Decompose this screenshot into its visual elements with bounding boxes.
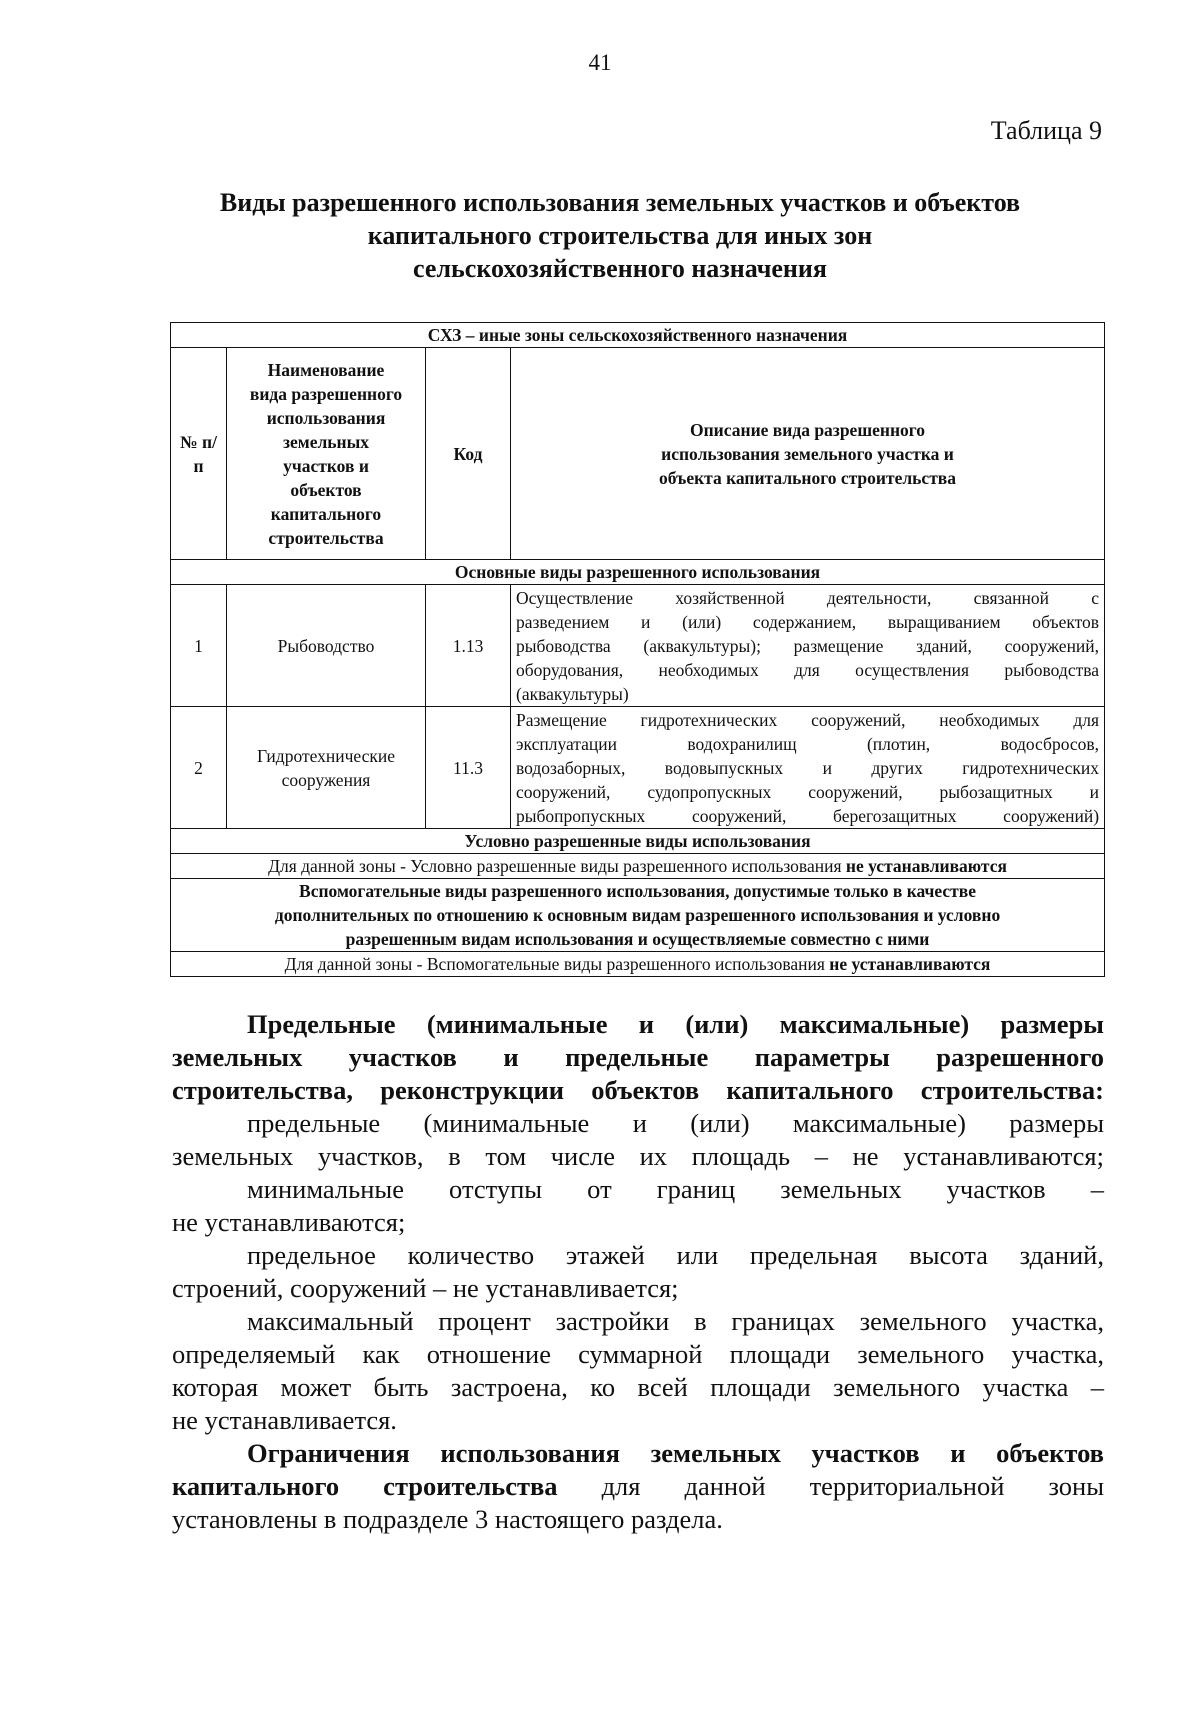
paragraph-building-percent: максимальный процент застройки в границах земельного участка, определяемый как отношение суммарной площади земельного участка, которая может быть застроена, ко всей площади земельного участка – не устанавливается.: [172, 1306, 1104, 1435]
table-label: Таблица 9: [990, 116, 1102, 145]
table-row: [171, 585, 1105, 707]
main-uses-section: Основные виды разрешенного использования: [171, 560, 1105, 585]
row-code: 11.3: [426, 707, 511, 829]
column-header-description: Описание вида разрешенного использования земельного участка и объекта капитального строительства: [511, 348, 1105, 560]
conditional-uses-note: Для данной зоны - Условно разрешенные виды разрешенного использования не устанавливаются: [171, 854, 1105, 879]
row-name: Рыбоводство: [227, 585, 426, 707]
column-header-code: Код: [426, 348, 511, 560]
title-line: капитального строительства для иных зон: [367, 221, 873, 250]
document-title: [160, 186, 1080, 285]
land-use-table: [170, 322, 1105, 977]
table-row: [171, 707, 1105, 829]
row-name: Гидротехнические сооружения: [227, 707, 426, 829]
column-header-num: № п/п: [171, 348, 227, 560]
column-header-name: Наименование вида разрешенного использования земельных участков и объектов капитального строительства: [227, 348, 426, 560]
row-code: 1.13: [426, 585, 511, 707]
conditional-uses-section: Условно разрешенные виды использования: [171, 829, 1105, 854]
paragraph-restrictions: Ограничения использования земельных участков и объектов капитального строительства для данной территориальной зоны установлены в подразделе 3 настоящего раздела.: [172, 1438, 1104, 1534]
auxiliary-uses-section: Вспомогательные виды разрешенного использования, допустимые только в качестве дополнительных по отношению к основным видам разрешенного использования и условно разрешенным видам использования и осуществляемые совместно с ними: [171, 879, 1105, 952]
limits-section: [172, 1008, 1104, 1536]
limits-heading: Предельные (минимальные и (или) максимальные) размеры земельных участков и предельные параметры разрешенного строительства, реконструкции объектов капитального строительства:: [172, 1009, 1104, 1105]
title-line: Виды разрешенного использования земельных участков и объектов: [219, 188, 1021, 217]
paragraph-plot-sizes: предельные (минимальные и (или) максимальные) размеры земельных участков, в том числе их площадь – не устанавливаются;: [172, 1108, 1104, 1171]
title-line: сельскохозяйственного назначения: [413, 254, 827, 283]
row-number: 2: [171, 707, 227, 829]
auxiliary-uses-note: Для данной зоны - Вспомогательные виды разрешенного использования не устанавливаются: [171, 952, 1105, 977]
page-number: 41: [588, 50, 612, 75]
row-number: 1: [171, 585, 227, 707]
paragraph-setbacks: минимальные отступы от границ земельных участков – не устанавливаются;: [172, 1174, 1104, 1237]
paragraph-floors: предельное количество этажей или предельная высота зданий, строений, сооружений – не устанавливается;: [172, 1240, 1104, 1303]
row-description: Размещение гидротехнических сооружений, необходимых для эксплуатации водохранилищ (плотин, водосбросов, водозаборных, водовыпускных и других гидротехнических сооружений, судопропускных сооружений, рыбозащитных и рыбопропускных сооружений, берегозащитных сооружений): [511, 707, 1105, 829]
zone-header: СХЗ – иные зоны сельскохозяйственного назначения: [171, 323, 1105, 348]
row-description: Осуществление хозяйственной деятельности, связанной с разведением и (или) содержанием, выращиванием объектов рыбоводства (аквакультуры); размещение зданий, сооружений, оборудования, необходимых для осуществления рыбоводства (аквакультуры): [511, 585, 1105, 707]
